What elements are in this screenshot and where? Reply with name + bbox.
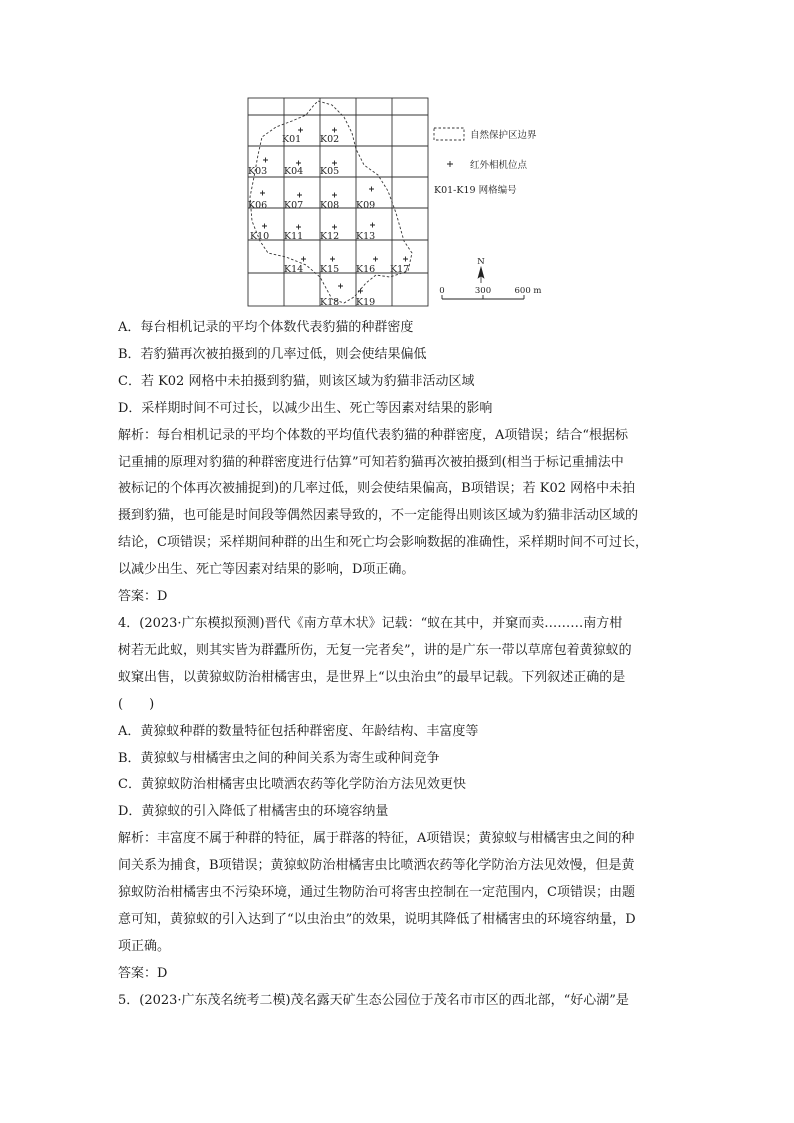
grid-label-k13: K13 xyxy=(356,231,376,242)
camera-plus-icon xyxy=(296,225,301,230)
camera-plus-icon xyxy=(301,257,306,262)
grid-label-k15: K15 xyxy=(320,264,340,275)
q4-stem-line: 蚁窠出售，以黄猄蚁防治柑橘害虫，是世界上“以虫治虫”的最早记载。下列叙述正确的是 xyxy=(118,669,626,685)
camera-plus-icon xyxy=(296,161,301,166)
q3-analysis-line: 记重捕的原理对豹猫的种群密度进行估算”可知若豹猫再次被拍摄到(相当于标记重捕法中 xyxy=(118,454,624,470)
grid-label-k18: K18 xyxy=(320,297,340,308)
grid-label-k04: K04 xyxy=(284,166,304,177)
north-label: N xyxy=(477,257,485,267)
legend-boundary-label: 自然保护区边界 xyxy=(470,130,537,141)
camera-plus-icon xyxy=(297,193,302,198)
camera-plus-icon xyxy=(330,257,335,262)
grid-label-k08: K08 xyxy=(320,200,340,211)
camera-plus-icon xyxy=(332,193,337,198)
grid-label-k19: K19 xyxy=(356,297,376,308)
q3-option-d: D．采样期时间不可过长，以减少出生、死亡等因素对结果的影响 xyxy=(118,400,493,416)
q3-analysis-line: 以减少出生、死亡等因素对结果的影响，D项正确。 xyxy=(118,562,415,578)
grid-label-k07: K07 xyxy=(284,200,304,211)
q3-options xyxy=(118,315,690,423)
legend xyxy=(434,128,537,196)
q4-stem xyxy=(118,611,690,719)
camera-plus-icon xyxy=(369,187,374,192)
camera-grid-figure xyxy=(240,93,560,309)
grid-cell-labels xyxy=(248,134,409,308)
q4-analysis-line: 猄蚁防治柑橘害虫不污染环境，通过生物防治可将害虫控制在一定范围内，C项错误；由题 xyxy=(118,885,635,901)
q4-answer-blank: ( ) xyxy=(118,696,155,712)
q4-option-d: D．黄猄蚁的引入降低了柑橘害虫的环境容纳量 xyxy=(118,804,389,820)
q3-analysis-line: 摄到豹猫，也可能是时间段等偶然因素导致的，不一定能得出则该区域为豹猫非活动区域的 xyxy=(118,508,639,524)
q4-analysis-line: 项正确。 xyxy=(118,938,171,954)
legend-camera-label: 红外相机位点 xyxy=(470,160,528,171)
legend-camera-plus-icon xyxy=(447,161,453,167)
document-body xyxy=(118,315,690,1015)
camera-plus-icon xyxy=(370,223,375,228)
grid-label-k14: K14 xyxy=(284,264,304,275)
scale-label-300: 300 xyxy=(474,286,492,296)
scale-label-600: 600 m xyxy=(514,286,542,296)
q3-analysis-line: 结论，C项错误；采样期间种群的出生和死亡均会影响数据的准确性，采样期时间不可过长， xyxy=(118,535,648,551)
grid-label-k16: K16 xyxy=(356,264,376,275)
camera-plus-icon xyxy=(332,225,337,230)
q4-stem-line: 4．(2023·广东模拟预测)晋代《南方草木状》记载：“蚁在其中，并窠而卖………南方柑 xyxy=(118,615,623,631)
q4-analysis-line: 意可知，黄猄蚁的引入达到了“以虫治虫”的效果，说明其降低了柑橘害虫的环境容纳量，D xyxy=(118,911,636,927)
grid-label-k03: K03 xyxy=(248,166,268,177)
q3-analysis-line: 被标记的个体再次被捕捉到)的几率过低，则会使结果偏高，B项错误；若 K02 网格中未拍 xyxy=(118,481,636,497)
camera-plus-icon xyxy=(332,128,337,133)
camera-plus-icon xyxy=(373,257,378,262)
grid-label-k10: K10 xyxy=(250,231,270,242)
q3-answer: 答案：D xyxy=(118,589,168,605)
camera-plus-icon xyxy=(298,128,303,133)
q3-analysis-line: 解析：每台相机记录的平均个体数的平均值代表豹猫的种群密度，A项错误；结合“根据标 xyxy=(118,427,629,443)
q3-option-c: C．若 K02 网格中未拍摄到豹猫，则该区域为豹猫非活动区域 xyxy=(118,373,475,389)
camera-plus-icon xyxy=(338,284,343,289)
scale-bar xyxy=(439,286,541,299)
q3-option-a: A．每台相机记录的平均个体数代表豹猫的种群密度 xyxy=(118,320,414,335)
grid-label-k17: K17 xyxy=(390,264,410,275)
camera-plus-icon xyxy=(403,257,408,262)
camera-plus-icon xyxy=(263,158,268,163)
q5-stem-line: 5．(2023·广东茂名统考二模)茂名露天矿生态公园位于茂名市市区的西北部，“好心湖”是 xyxy=(118,992,629,1008)
legend-numbering-label: K01-K19 网格编号 xyxy=(434,185,517,196)
grid-label-k06: K06 xyxy=(248,200,268,211)
legend-boundary-swatch xyxy=(434,128,464,140)
q4-analysis-line: 间关系为捕食，B项错误；黄猄蚁防治柑橘害虫比喷洒农药等化学防治方法见效慢，但是黄 xyxy=(118,858,635,874)
q3-analysis xyxy=(118,423,690,584)
q4-answer: 答案：D xyxy=(118,965,168,981)
q3-option-b: B．若豹猫再次被拍摄到的几率过低，则会使结果偏低 xyxy=(118,346,427,362)
q4-analysis-line: 解析：丰富度不属于种群的特征，属于群落的特征，A项错误；黄猄蚁与柑橘害虫之间的种 xyxy=(118,831,635,847)
grid-label-k05: K05 xyxy=(320,166,340,177)
grid-label-k12: K12 xyxy=(320,231,340,242)
camera-plus-icon xyxy=(260,191,265,196)
q5-stem xyxy=(118,988,690,1015)
q4-option-a: A．黄猄蚁种群的数量特征包括种群密度、年龄结构、丰富度等 xyxy=(118,723,479,739)
camera-plus-icon xyxy=(358,289,363,294)
q4-option-b: B．黄猄蚁与柑橘害虫之间的种间关系为寄生或种间竞争 xyxy=(118,750,440,766)
q4-option-c: C．黄猄蚁防治柑橘害虫比喷洒农药等化学防治方法见效更快 xyxy=(118,777,466,793)
grid-label-k09: K09 xyxy=(356,200,376,211)
q4-analysis xyxy=(118,826,690,961)
grid-label-k01: K01 xyxy=(282,134,302,145)
camera-plus-icon xyxy=(262,224,267,229)
camera-plus-icon xyxy=(332,161,337,166)
north-arrow xyxy=(477,257,485,283)
q4-stem-line: 树若无此蚁，则其实皆为群蠹所伤，无复一完者矣”，讲的是广东一带以草席包着黄猄蚁的 xyxy=(118,642,632,658)
scale-label-0: 0 xyxy=(439,286,445,296)
q4-options xyxy=(118,719,690,827)
grid-label-k02: K02 xyxy=(320,134,340,145)
grid-label-k11: K11 xyxy=(284,231,304,242)
